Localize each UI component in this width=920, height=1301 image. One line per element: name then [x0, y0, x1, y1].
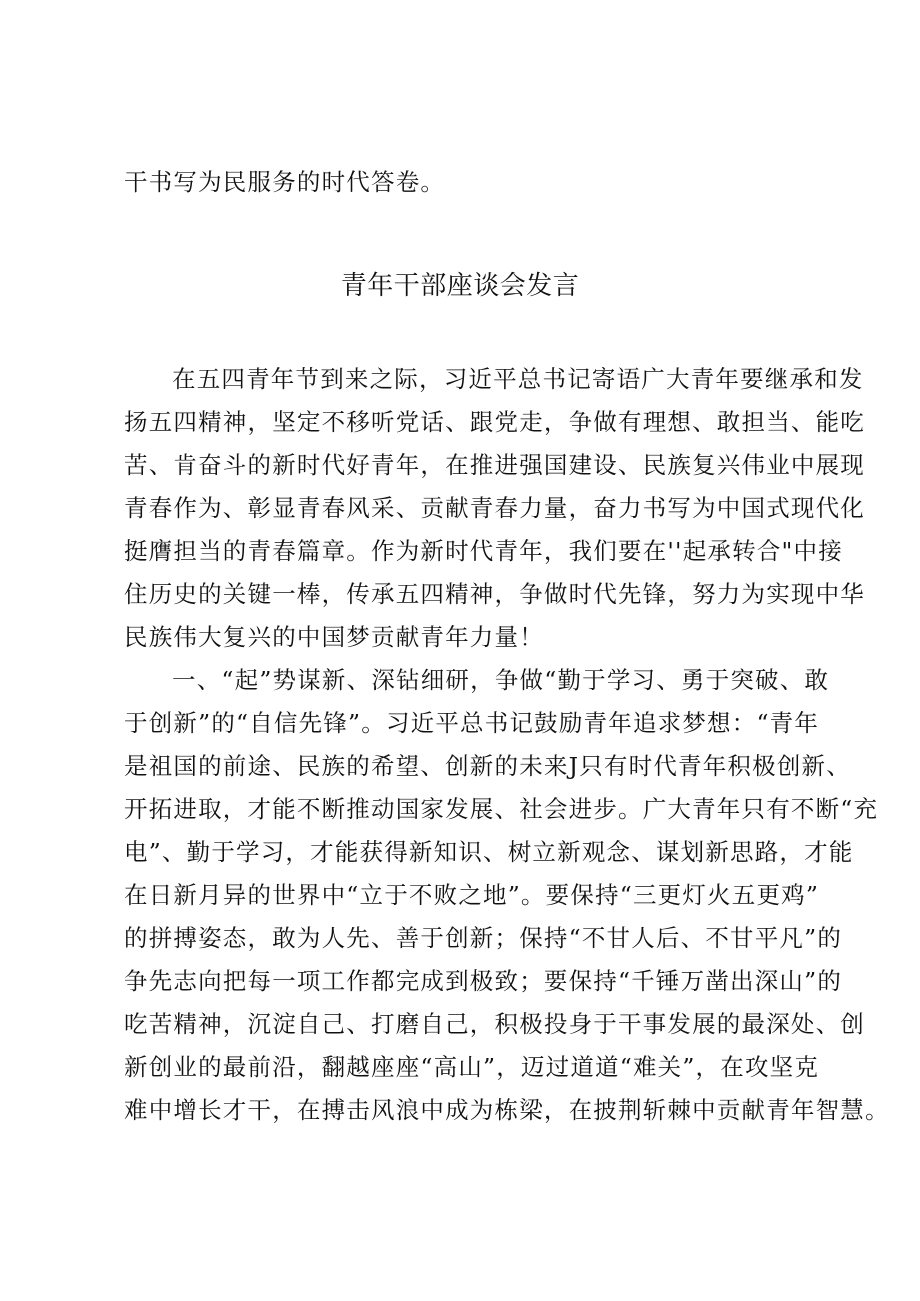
paragraph-1-line-5: 挺膺担当的青春篇章。作为新时代青年，我们要在''起承转合"中接	[124, 537, 843, 565]
paragraph-2-line-2: 于创新”的“自信先锋”。习近平总书记鼓励青年追求梦想：“青年	[124, 709, 820, 737]
paragraph-2-line-9: 吃苦精神，沉淀自己、打磨自己，积极投身于干事发展的最深处、创	[124, 1010, 865, 1038]
paragraph-2-line-8: 争先志向把每一项工作都完成到极致；要保持“千锤万凿出深山”的	[124, 967, 843, 995]
paragraph-2-line-11: 难中增长才干，在搏击风浪中成为栋梁，在披荆斩棘中贡献青年智慧。	[124, 1096, 890, 1124]
document-title: 青年干部座谈会发言	[340, 271, 580, 301]
paragraph-2-line-4: 开拓进取，才能不断推动国家发展、社会进步。广大青年只有不断“充	[124, 795, 879, 823]
paragraph-1-line-2: 扬五四精神，坚定不移听党话、跟党走，争做有理想、敢担当、能吃	[124, 408, 865, 436]
paragraph-1-line-1: 在五四青年节到来之际，习近平总书记寄语广大青年要继承和发	[172, 365, 864, 393]
paragraph-2-line-7: 的拼搏姿态，敢为人先、善于创新；保持“不甘人后、不甘平凡”的	[124, 924, 843, 952]
paragraph-2-line-3: 是祖国的前途、民族的希望、创新的未来J只有时代青年积极创新、	[124, 752, 851, 780]
paragraph-2-line-6: 在日新月异的世界中“立于不败之地”。要保持“三更灯火五更鸡”	[124, 881, 820, 909]
paragraph-1-line-4: 青春作为、彰显青春风采、贡献青春力量，奋力书写为中国式现代化	[124, 494, 865, 522]
paragraph-2-line-1: 一、“起”势谋新、深钻细研，争做“勤于学习、勇于突破、敢	[172, 666, 830, 694]
paragraph-1-line-3: 苦、肯奋斗的新时代好青年，在推进强国建设、民族复兴伟业中展现	[124, 451, 865, 479]
carryover-line: 干书写为民服务的时代答卷。	[124, 168, 446, 196]
paragraph-1-line-7: 民族伟大复兴的中国梦贡献青年力量！	[124, 623, 544, 651]
paragraph-2-line-5: 电”、勤于学习，才能获得新知识、树立新观念、谋划新思路，才能	[124, 838, 854, 866]
paragraph-1-line-6: 住历史的关键一棒，传承五四精神，争做时代先锋，努力为实现中华	[124, 580, 865, 608]
paragraph-2-line-10: 新创业的最前沿，翻越座座“高山”，迈过道道“难关”，在攻坚克	[124, 1053, 820, 1081]
